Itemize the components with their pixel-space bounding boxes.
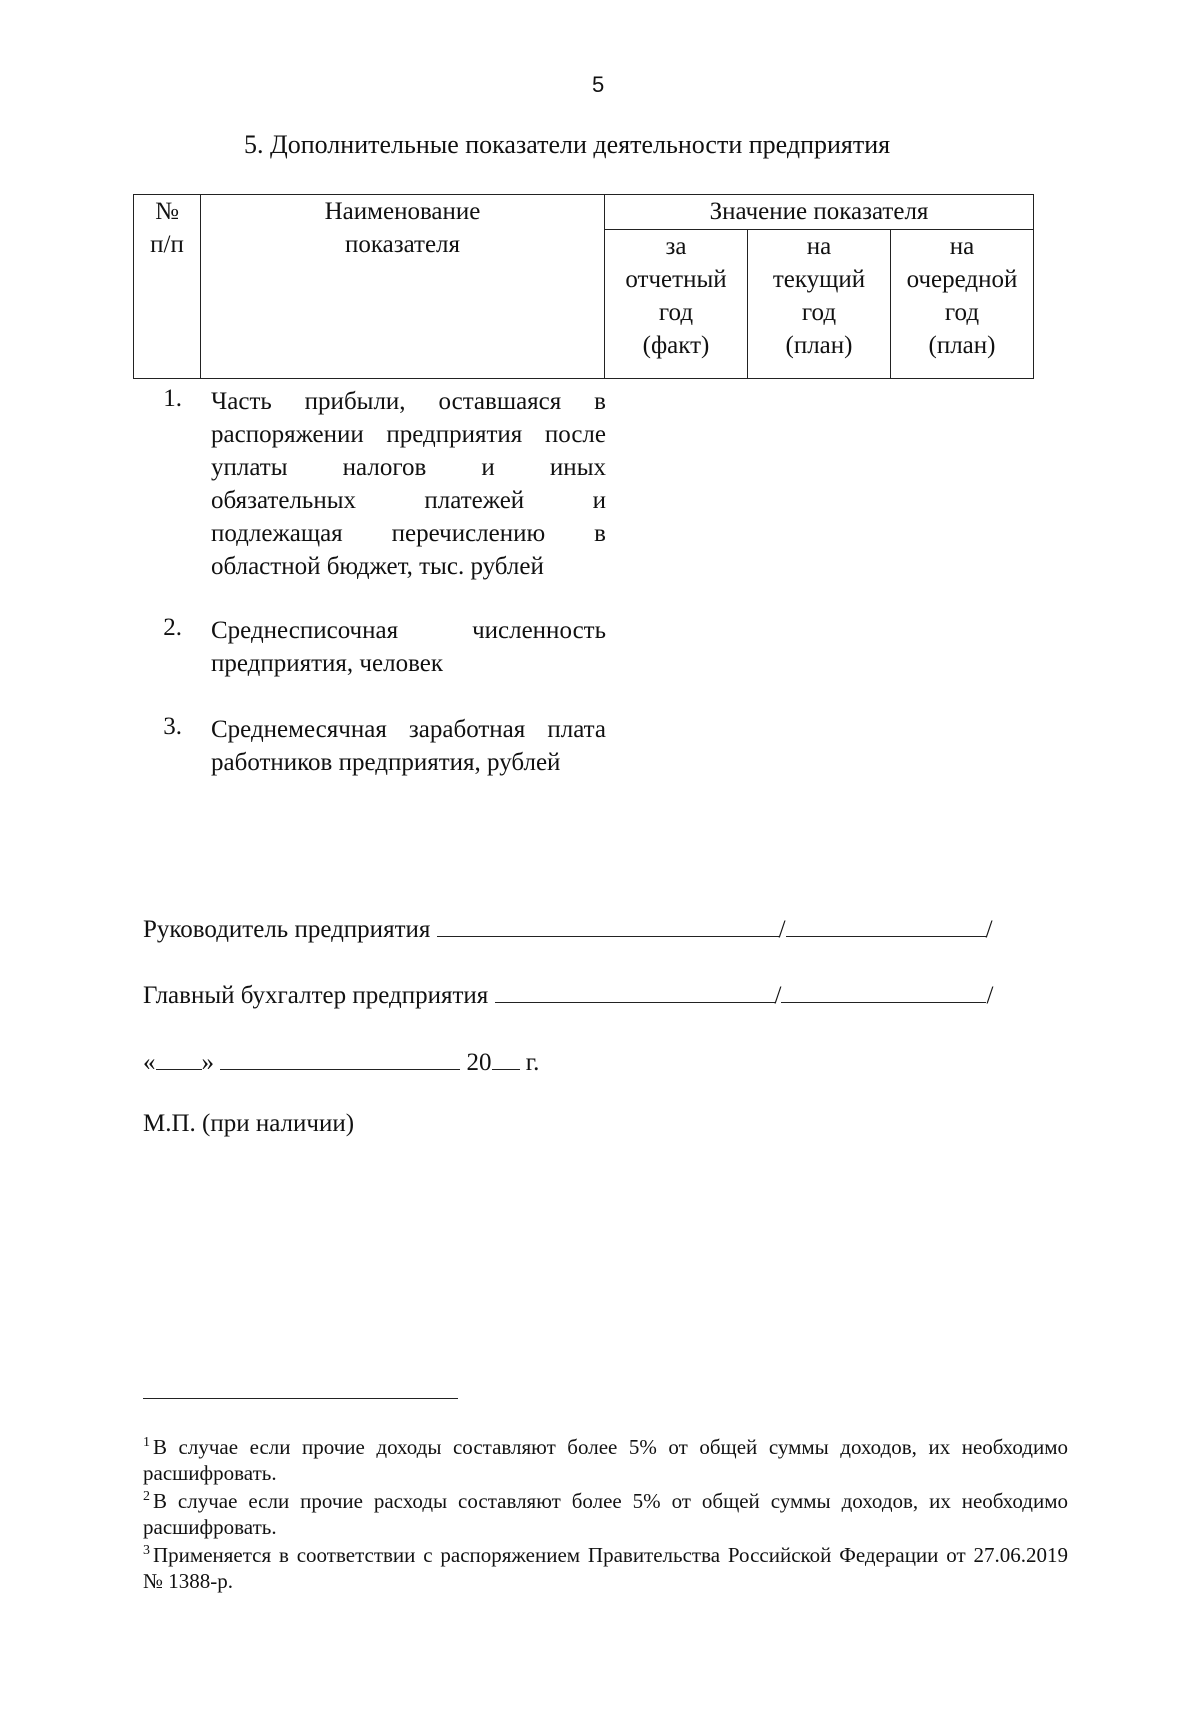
row-number: 2.: [163, 614, 182, 641]
head-signature-line: [143, 912, 993, 944]
indicators-table-header: [133, 194, 1034, 379]
header-col-current: на текущий год (план): [748, 230, 891, 379]
header-name: Наименование показателя: [201, 195, 605, 379]
accountant-signature-line: [143, 978, 993, 1010]
head-signature-label: Руководитель предприятия: [143, 916, 431, 943]
month-blank[interactable]: [220, 1045, 460, 1070]
header-col-next: на очередной год (план): [891, 230, 1034, 379]
head-name-blank[interactable]: [786, 912, 986, 937]
section-title: 5. Дополнительные показатели деятельности предприятия: [244, 130, 891, 159]
footnote-text: В случае если прочие расходы составляют более 5% от общей суммы доходов, их необходимо расшифровать.: [143, 1489, 1068, 1539]
accountant-signature-label: Главный бухгалтер предприятия: [143, 982, 489, 1009]
footnote-mark: 1: [143, 1435, 150, 1450]
accountant-signature-blank[interactable]: [495, 978, 775, 1003]
footnote-text: В случае если прочие доходы составляют более 5% от общей суммы доходов, их необходимо расшифровать.: [143, 1435, 1068, 1485]
row-indicator-name: Часть прибыли, оставшаяся в распоряжении предприятия после уплаты налогов и иных обязательных платежей и подлежащая перечислению в областной бюджет, тыс. рублей: [211, 388, 606, 580]
page-number: 5: [592, 72, 605, 97]
row-indicator-name: Среднемесячная заработная плата работников предприятия, рублей: [211, 716, 606, 776]
row-number: 1.: [163, 385, 182, 412]
footnote-text: Применяется в соответствии с распоряжением Правительства Российской Федерации от 27.06.2019 № 1388-р.: [143, 1543, 1068, 1593]
footnote-mark: 3: [143, 1543, 150, 1558]
footnote: [143, 1430, 1068, 1486]
year-blank[interactable]: [492, 1045, 520, 1070]
date-close-quote: »: [201, 1049, 214, 1076]
slash: /: [778, 916, 786, 943]
stamp-label: М.П. (при наличии): [143, 1110, 355, 1137]
footnote: [143, 1484, 1068, 1540]
row-indicator-name: Среднесписочная численность предприятия, человек: [211, 617, 606, 677]
footnote-divider: [143, 1398, 458, 1399]
date-line: [143, 1045, 539, 1077]
accountant-name-blank[interactable]: [781, 978, 986, 1003]
date-open-quote: «: [143, 1049, 156, 1076]
slash: /: [985, 916, 993, 943]
header-value-group: Значение показателя: [605, 195, 1034, 230]
header-col-fact: за отчетный год (факт): [605, 230, 748, 379]
year-prefix: 20: [466, 1049, 492, 1076]
footnote-mark: 2: [143, 1489, 150, 1504]
day-blank[interactable]: [156, 1045, 202, 1070]
row-number: 3.: [163, 713, 182, 740]
slash: /: [986, 982, 994, 1009]
year-suffix: г.: [525, 1049, 540, 1076]
header-num: № п/п: [134, 195, 201, 379]
footnote: [143, 1538, 1068, 1594]
slash: /: [774, 982, 782, 1009]
head-signature-blank[interactable]: [437, 912, 779, 937]
